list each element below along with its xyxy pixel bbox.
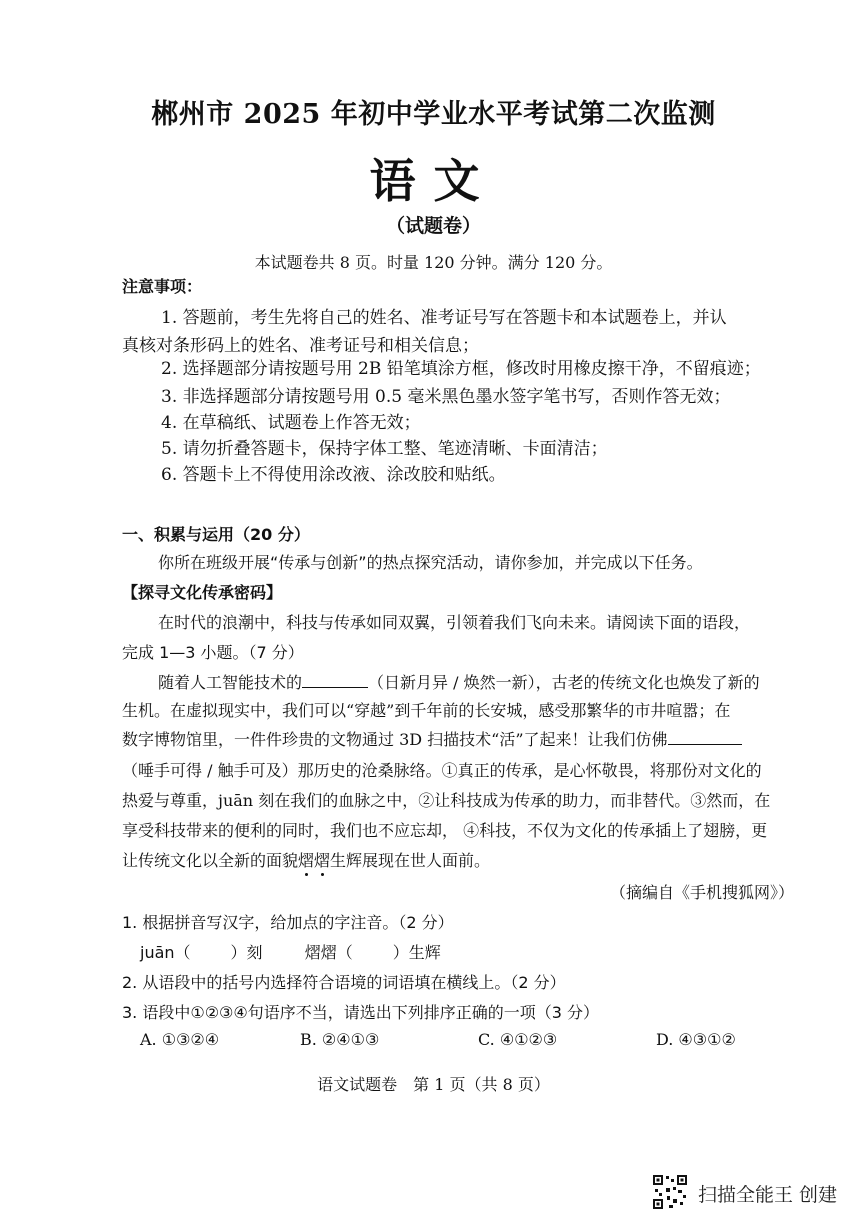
question-1: 1. 根据拼音写汉字，给加点的字注音。（2 分） [122, 913, 454, 932]
passage-line-4: （唾手可得 / 触手可及）那历史的沧桑脉络。①真正的传承，是心怀敬畏，将那份对文化的 [122, 761, 762, 780]
section-intro: 你所在班级开展“传承与创新”的热点探究活动，请你参加，并完成以下任务。 [158, 553, 703, 572]
exam-info: 本试题卷共 8 页。时量 120 分钟。满分 120 分。 [254, 253, 613, 272]
passage-source: （摘编自《手机搜狐网》） [610, 883, 795, 902]
notice-heading: 注意事项： [122, 277, 203, 296]
question-3: 3. 语段中①②③④句语序不当，请选出下列排序正确的一项（3 分） [122, 1003, 599, 1022]
task-heading: 【探寻文化传承密码】 [122, 583, 283, 602]
option-c[interactable]: C. ④①②③ [478, 1030, 558, 1049]
q1-word-label: 熠熠（ [304, 943, 353, 962]
dotted-char-1: 熠 [298, 851, 315, 870]
passage-line-6: 享受科技带来的便利的同时，我们也不应忘却， ④科技，不仅为文化的传承插上了翅膀，更 [122, 821, 768, 840]
notice-item-1b: 真核对条形码上的姓名、准考证号和相关信息； [122, 336, 479, 356]
paper-type: （试题卷） [385, 215, 481, 237]
qr-code-icon [652, 1174, 688, 1210]
q1-pinyin-tail: ）刻 [230, 943, 263, 962]
passage-line-3-text: 数字博物馆里，一件件珍贵的文物通过 3D 扫描技术“活”了起来！让我们仿佛 [122, 730, 668, 749]
notice-item-1a: 1. 答题前，考生先将自己的姓名、准考证号写在答题卡和本试题卷上，并认 [161, 308, 727, 328]
notice-item-4: 4. 在草稿纸、试题卷上作答无效； [161, 413, 421, 433]
passage-line-1 [158, 670, 760, 693]
question-1-items [140, 940, 441, 963]
q1-pinyin-label: juān（ [140, 943, 191, 962]
exam-title: 郴州市 2025 年初中学业水平考试第二次监测 [151, 99, 716, 130]
scanner-watermark: 扫描全能王 创建 [698, 1184, 838, 1206]
question-2: 2. 从语段中的括号内选择符合语境的词语填在横线上。（2 分） [122, 973, 566, 992]
passage-line-7 [122, 848, 490, 871]
q1-word-tail: ）生辉 [392, 943, 441, 962]
passage-line-7-a: 让传统文化以全新的面貌 [122, 851, 299, 870]
section-heading: 一、积累与运用（20 分） [122, 525, 310, 544]
notice-item-5: 5. 请勿折叠答题卡，保持字体工整、笔迹清晰、卡面清洁； [161, 439, 608, 459]
notice-item-2: 2. 选择题部分请按题号用 2B 铅笔填涂方框，修改时用橡皮擦干净，不留痕迹； [161, 359, 761, 379]
notice-item-6: 6. 答题卡上不得使用涂改液、涂改胶和贴纸。 [161, 465, 506, 485]
task-intro-1: 在时代的浪潮中，科技与传承如同双翼，引领着我们飞向未来。请阅读下面的语段， [158, 613, 751, 632]
passage-line-1-a: 随着人工智能技术的 [158, 673, 303, 692]
passage-line-5: 热爱与尊重，juān 刻在我们的血脉之中，②让科技成为传承的助力，而非替代。③然而，在 [122, 791, 771, 810]
task-intro-2: 完成 1—3 小题。（7 分） [122, 643, 304, 662]
subject-title: 语文 [369, 154, 498, 208]
passage-line-7-b: 生辉展现在世人面前。 [330, 851, 491, 870]
answer-blank-1[interactable] [302, 673, 368, 688]
passage-line-2: 生机。在虚拟现实中，我们可以“穿越”到千年前的长安城，感受那繁华的市井喧嚣；在 [122, 701, 731, 720]
page-footer: 语文试题卷 第 1 页（共 8 页） [317, 1075, 550, 1094]
notice-item-3: 3. 非选择题部分请按题号用 0.5 毫米黑色墨水签字笔书写，否则作答无效； [161, 387, 731, 407]
option-d[interactable]: D. ④③①② [656, 1030, 736, 1049]
option-a[interactable]: A. ①③②④ [140, 1030, 220, 1049]
passage-line-1-b: （日新月异 / 焕然一新），古老的传统文化也焕发了新的 [368, 673, 760, 692]
option-b[interactable]: B. ②④①③ [300, 1030, 380, 1049]
passage-line-3 [122, 727, 742, 750]
dotted-char-2: 熠 [314, 851, 331, 870]
answer-blank-2[interactable] [668, 730, 742, 745]
